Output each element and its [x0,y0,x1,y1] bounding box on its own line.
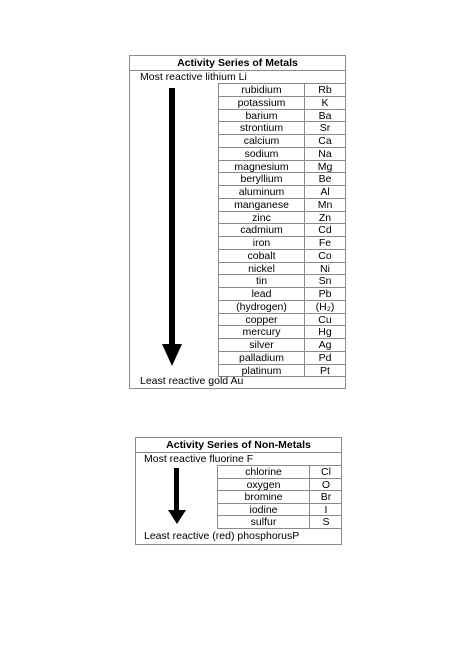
element-symbol: Pd [318,351,332,364]
table-row [218,516,342,529]
table-row [219,275,346,288]
table-row [219,314,346,327]
table-row [219,186,346,199]
element-name: copper [219,314,305,326]
element-name: cadmium [219,224,305,236]
element-name: manganese [219,199,305,211]
metals-table [218,83,346,377]
element-symbol: Sr [319,122,331,135]
element-name: iron [219,237,305,249]
down-arrow-icon [162,88,182,368]
element-name: palladium [219,352,305,364]
element-name: strontium [219,122,305,134]
element-symbol: O [321,478,331,491]
element-name: chlorine [218,466,310,478]
element-name: aluminum [219,186,305,198]
table-row [219,110,346,123]
nonmetals-least-reactive-label: Least reactive (red) phosphorusP [144,530,300,542]
table-row [219,122,346,135]
down-arrow-icon [167,468,187,526]
table-row [218,491,342,504]
table-row [219,84,346,97]
table-row [219,326,346,339]
element-symbol: Rb [318,84,332,96]
element-symbol: Na [318,147,332,160]
element-symbol: Mn [317,198,333,211]
element-name: zinc [219,212,305,224]
element-name: sodium [219,148,305,160]
table-row [219,237,346,250]
element-name: bromine [218,491,310,503]
element-name: magnesium [219,161,305,173]
table-row [219,173,346,186]
table-row [219,161,346,174]
nonmetals-title: Activity Series of Non-Metals [166,439,311,451]
element-name: nickel [219,263,305,275]
element-symbol: (H₂) [315,300,335,313]
table-row [219,288,346,301]
element-name: calcium [219,135,305,147]
nonmetals-most-reactive-label: Most reactive fluorine F [144,453,254,465]
element-symbol: Cu [318,313,332,326]
element-name: tin [219,275,305,287]
table-row [219,148,346,161]
element-symbol: Pb [318,288,332,300]
element-symbol: Ag [318,339,332,351]
element-name: oxygen [218,479,310,491]
element-name: (hydrogen) [219,301,305,313]
table-row [219,352,346,365]
element-name: lead [219,288,305,300]
metals-activity-panel [129,55,346,389]
element-name: platinum [219,365,305,377]
element-symbol: Co [318,249,332,262]
element-symbol: Pt [320,364,330,377]
table-row [219,250,346,263]
element-symbol: Cl [321,466,331,478]
element-symbol: Hg [318,326,332,339]
element-name: sulfur [218,516,310,528]
metals-most-reactive-label: Most reactive lithium Li [140,71,247,83]
element-symbol: K [321,96,329,109]
table-row [218,504,342,517]
table-row [219,224,346,237]
table-row [219,263,346,276]
element-name: beryllium [219,173,305,185]
element-symbol: Fe [318,237,332,249]
element-name: iodine [218,504,310,516]
nonmetals-table [217,465,342,529]
element-symbol: I [324,503,328,516]
nonmetals-activity-panel [135,437,342,545]
table-row [218,466,342,479]
table-row [218,479,342,492]
element-symbol: Be [318,173,332,186]
metals-least-reactive-label: Least reactive gold Au [140,375,244,387]
table-row [219,97,346,110]
metals-title: Activity Series of Metals [177,57,298,69]
table-row [219,212,346,225]
element-name: barium [219,110,305,122]
element-symbol: Mg [317,160,333,173]
element-symbol: Zn [318,211,332,224]
element-name: silver [219,339,305,351]
element-symbol: Cd [318,224,332,237]
element-symbol: Sn [318,275,332,288]
table-row [219,135,346,148]
element-symbol: S [322,516,330,529]
table-row [219,301,346,314]
element-symbol: Ba [318,109,332,122]
element-name: rubidium [219,84,305,96]
element-symbol: Al [320,186,330,198]
element-name: potassium [219,97,305,109]
table-row [219,339,346,352]
element-symbol: Ni [320,262,330,275]
element-name: cobalt [219,250,305,262]
element-symbol: Br [320,491,332,504]
table-row [219,199,346,212]
element-symbol: Ca [318,135,332,147]
element-name: mercury [219,326,305,338]
